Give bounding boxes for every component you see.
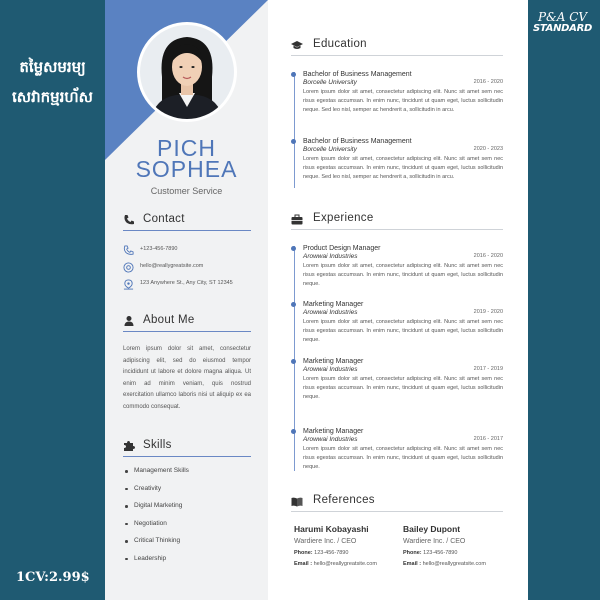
entry-date: 2016 - 2020	[473, 79, 503, 85]
reference-phone-value: 123-456-7890	[423, 550, 458, 556]
entry-org: Arowwai Industries	[303, 309, 358, 316]
education-timeline	[294, 72, 295, 188]
entry-description: Lorem ipsum dolor sit amet, consectetur adipiscing elit. Nunc sit amet sem nec risus egestas accumsan. In enim nunc, tincidunt ut quam eget, luctus sollicitudin neque.	[303, 446, 503, 470]
skill-item: Negotiation	[123, 520, 251, 538]
brand-logo	[533, 12, 592, 34]
experience-entry	[303, 244, 503, 288]
brand-logo-line2: STANDARD	[533, 23, 592, 34]
entry-title: Product Design Manager	[303, 245, 381, 252]
reference-email-value: hello@reallygreatsite.com	[313, 561, 377, 567]
reference-name: Harumi Kobayashi	[294, 524, 369, 534]
reference-card	[403, 524, 513, 570]
promo-title-line2: សេវាកម្មរហ័ស	[12, 88, 93, 106]
reference-email-value: hello@reallygreatsite.com	[422, 561, 486, 567]
reference-position: Wardiere Inc. / CEO	[294, 538, 357, 545]
experience-entry	[303, 357, 503, 401]
contact-heading	[123, 213, 251, 231]
entry-org: Borcelle University	[303, 79, 357, 86]
promo-title	[0, 52, 105, 112]
entry-description: Lorem ipsum dolor sit amet, consectetur adipiscing elit. Nunc sit amet sem nec risus egestas accumsan. In enim nunc, tincidunt ut quam eget, luctus sollicitudin neque.	[303, 376, 503, 400]
reference-position: Wardiere Inc. / CEO	[403, 538, 466, 545]
briefcase-icon	[291, 214, 303, 225]
reference-phone	[403, 548, 513, 559]
education-heading-label: Education	[313, 38, 367, 50]
price-label: 1CV:2.99$	[16, 570, 90, 585]
experience-entry	[303, 427, 503, 471]
skills-list	[123, 467, 251, 573]
references-heading-label: References	[313, 494, 375, 506]
profile-photo	[137, 22, 237, 122]
skill-item: Critical Thinking	[123, 537, 251, 555]
skill-item: Creativity	[123, 485, 251, 503]
skill-item: Management Skills	[123, 467, 251, 485]
skill-item: Digital Marketing	[123, 502, 251, 520]
resume-left-column	[105, 0, 268, 600]
user-icon	[123, 315, 135, 327]
reference-email-label: Email :	[294, 561, 313, 567]
entry-description: Lorem ipsum dolor sit amet, consectetur adipiscing elit. Nunc sit amet sem nec risus egestas accumsan. In enim nunc, tincidunt ut quam eget, luctus sollicitudin neque. Sed leo nisl, semper ac hendrerit a, sollicitudin in arcu.	[303, 156, 503, 180]
skills-heading	[123, 439, 251, 457]
contact-email-text: hello@reallygreatsite.com	[140, 263, 204, 269]
experience-entry	[303, 300, 503, 344]
education-entry	[303, 70, 503, 114]
promo-title-line1: តម្លៃសមរម្យ	[19, 58, 86, 76]
entry-org: Arowwai Industries	[303, 436, 358, 443]
entry-org: Arowwai Industries	[303, 366, 358, 373]
timeline-dot	[291, 302, 296, 307]
entry-date: 2017 - 2019	[473, 366, 503, 372]
entry-org: Arowwai Industries	[303, 253, 358, 260]
entry-org: Borcelle University	[303, 146, 357, 153]
reference-email[interactable]	[403, 559, 513, 570]
timeline-dot	[291, 429, 296, 434]
entry-date: 2016 - 2017	[473, 436, 503, 442]
graduation-cap-icon	[291, 40, 303, 51]
job-title: Customer Service	[150, 186, 223, 196]
reference-email[interactable]	[294, 559, 404, 570]
timeline-dot	[291, 359, 296, 364]
experience-heading-label: Experience	[313, 212, 374, 224]
about-text: Lorem ipsum dolor sit amet, consectetur adipiscing elit, sed do eiusmod tempor incididunt ut labore et dolore magna aliqua. Ut enim ad minim veniam, quis nostrud exercitation ullamco laboris nisi ut aliquip ex ea commodo consequat.	[123, 346, 251, 410]
education-heading	[291, 38, 503, 56]
reference-phone-value: 123-456-7890	[314, 550, 349, 556]
last-name: SOPHEA	[135, 156, 238, 182]
timeline-dot	[291, 246, 296, 251]
reference-phone	[294, 548, 404, 559]
entry-title: Marketing Manager	[303, 428, 364, 435]
entry-title: Marketing Manager	[303, 358, 364, 365]
contact-phone-text: +123-456-7890	[140, 246, 178, 252]
puzzle-icon	[123, 440, 135, 452]
skills-heading-label: Skills	[143, 439, 172, 451]
book-icon	[291, 496, 303, 507]
phone-icon	[123, 214, 135, 226]
resume-page	[105, 0, 528, 600]
about-heading-label: About Me	[143, 314, 195, 326]
reference-email-label: Email :	[403, 561, 422, 567]
reference-phone-label: Phone:	[403, 550, 422, 556]
skill-item: Leadership	[123, 555, 251, 573]
reference-phone-label: Phone:	[294, 550, 313, 556]
entry-title: Marketing Manager	[303, 301, 364, 308]
entry-date: 2020 - 2023	[473, 146, 503, 152]
timeline-dot	[291, 139, 296, 144]
entry-title: Bachelor of Business Management	[303, 71, 412, 78]
timeline-dot	[291, 72, 296, 77]
experience-heading	[291, 212, 503, 230]
first-name: PICH	[157, 135, 216, 161]
contact-address-text: 123 Anywhere St., Any City, ST 12345	[140, 280, 233, 286]
entry-date: 2016 - 2020	[473, 253, 503, 259]
references-heading	[291, 494, 503, 512]
brand-logo-line1: P&A CV	[537, 10, 588, 24]
entry-description: Lorem ipsum dolor sit amet, consectetur adipiscing elit. Nunc sit amet sem nec risus egestas accumsan. In enim nunc, tincidunt ut quam eget, luctus sollicitudin neque.	[303, 319, 503, 343]
entry-description: Lorem ipsum dolor sit amet, consectetur adipiscing elit. Nunc sit amet sem nec risus egestas accumsan. In enim nunc, tincidunt ut quam eget, luctus sollicitudin neque.	[303, 263, 503, 287]
location-icon	[123, 279, 134, 290]
phone-icon	[123, 245, 134, 256]
entry-title: Bachelor of Business Management	[303, 138, 412, 145]
contact-heading-label: Contact	[143, 213, 185, 225]
entry-date: 2019 - 2020	[473, 309, 503, 315]
education-entry	[303, 137, 503, 181]
about-heading	[123, 314, 251, 332]
reference-card	[294, 524, 404, 570]
entry-description: Lorem ipsum dolor sit amet, consectetur adipiscing elit. Nunc sit amet sem nec risus egestas accumsan. In enim nunc, tincidunt ut quam eget, luctus sollicitudin neque. Sed leo nisl, semper ac hendrerit a, sollicitudin in arcu.	[303, 89, 503, 113]
email-icon	[123, 262, 134, 273]
reference-name: Bailey Dupont	[403, 524, 461, 534]
